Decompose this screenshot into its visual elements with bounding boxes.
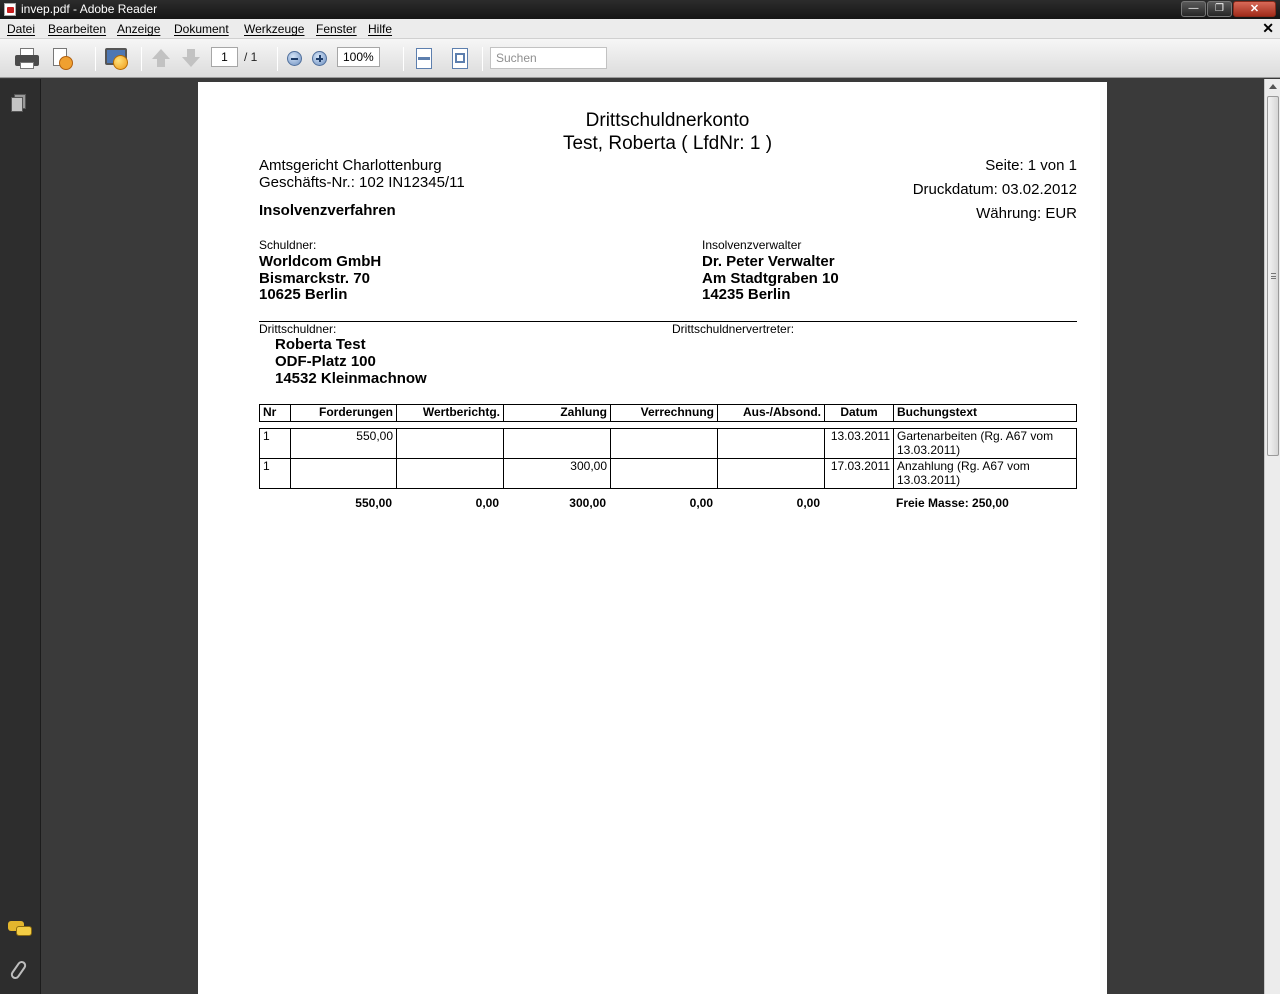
- cell-verrechnung: [611, 429, 718, 459]
- cell-datum: 17.03.2011: [825, 459, 894, 489]
- collaborate-icon[interactable]: [51, 48, 73, 70]
- third-party-rep-label: Drittschuldnervertreter:: [672, 322, 795, 336]
- menu-anzeige[interactable]: Anzeige: [117, 22, 161, 36]
- page-info: Seite: 1 von 1: [985, 157, 1077, 174]
- header-zahlung: Zahlung: [504, 405, 611, 422]
- close-document-icon[interactable]: ✕: [1262, 20, 1274, 36]
- total-aus-absond: 0,00: [796, 496, 820, 510]
- divider-line: [259, 321, 1077, 322]
- debtor-name: Worldcom GmbH: [259, 253, 382, 270]
- account-table: [259, 404, 1077, 489]
- zoom-in-icon[interactable]: [312, 51, 327, 66]
- attachments-icon[interactable]: [10, 960, 28, 982]
- header-verrechnung: Verrechnung: [611, 405, 718, 422]
- window-title: invep.pdf - Adobe Reader: [21, 2, 158, 16]
- zoom-out-icon[interactable]: [287, 51, 302, 66]
- menu-werkzeuge[interactable]: Werkzeuge: [244, 22, 305, 36]
- table-header-row: [260, 405, 1077, 422]
- cell-forderungen: 550,00: [291, 429, 397, 459]
- fit-width-icon[interactable]: [451, 48, 469, 70]
- navigation-panel: [0, 79, 41, 994]
- scroll-up-icon[interactable]: [1269, 84, 1277, 89]
- maximize-button[interactable]: ❐: [1207, 1, 1232, 17]
- header-wertberichtigung: Wertberichtg.: [397, 405, 504, 422]
- cell-nr: 1: [260, 429, 291, 459]
- third-party-debtor-name: Roberta Test: [275, 336, 366, 353]
- total-forderungen: 550,00: [355, 496, 392, 510]
- print-date: Druckdatum: 03.02.2012: [912, 181, 1077, 198]
- zoom-level-input[interactable]: 100%: [337, 47, 380, 67]
- court-name: Amtsgericht Charlottenburg: [259, 157, 442, 174]
- document-title: Drittschuldnerkonto: [585, 110, 750, 131]
- toolbar: [0, 39, 1280, 78]
- comments-icon[interactable]: [8, 921, 32, 937]
- menu-fenster[interactable]: Fenster: [316, 22, 357, 36]
- cell-zahlung: 300,00: [504, 459, 611, 489]
- third-party-debtor-label: Drittschuldner:: [259, 322, 337, 336]
- header-aus-absond: Aus-/Absond.: [718, 405, 825, 422]
- total-zahlung: 300,00: [569, 496, 606, 510]
- header-datum: Datum: [825, 405, 894, 422]
- menu-bar: [0, 19, 1280, 39]
- header-forderungen: Forderungen: [291, 405, 397, 422]
- total-verrechnung: 0,00: [689, 496, 713, 510]
- cell-wertberichtigung: [397, 429, 504, 459]
- table-row: [260, 459, 1077, 489]
- cell-aus-absond: [718, 429, 825, 459]
- table-row: [260, 429, 1077, 459]
- web-share-icon[interactable]: [104, 47, 129, 71]
- third-party-debtor-city: 14532 Kleinmachnow: [275, 370, 427, 387]
- freie-masse: Freie Masse: 250,00: [896, 496, 1009, 510]
- page-total-label: / 1: [244, 50, 258, 64]
- scrollbar-thumb[interactable]: [1267, 96, 1279, 456]
- menu-dokument[interactable]: Dokument: [174, 22, 229, 36]
- vertical-scrollbar[interactable]: [1264, 79, 1280, 994]
- title-bar: [0, 0, 1280, 19]
- close-window-button[interactable]: ✕: [1233, 1, 1276, 17]
- previous-page-icon[interactable]: [151, 49, 171, 69]
- pdf-page: [198, 82, 1107, 994]
- menu-hilfe[interactable]: Hilfe: [368, 22, 393, 36]
- administrator-city: 14235 Berlin: [702, 286, 791, 303]
- debtor-city: 10625 Berlin: [259, 286, 348, 303]
- currency: Währung: EUR: [976, 205, 1077, 222]
- cell-buchungstext: Gartenarbeiten (Rg. A67 vom 13.03.2011): [894, 429, 1077, 459]
- cell-datum: 13.03.2011: [825, 429, 894, 459]
- menu-bearbeiten[interactable]: Bearbeiten: [48, 22, 107, 36]
- cell-wertberichtigung: [397, 459, 504, 489]
- total-wertberichtigung: 0,00: [475, 496, 499, 510]
- cell-nr: 1: [260, 459, 291, 489]
- administrator-street: Am Stadtgraben 10: [702, 270, 839, 287]
- pdf-app-icon: [4, 3, 16, 16]
- header-buchungstext: Buchungstext: [894, 405, 1077, 422]
- document-subtitle: Test, Roberta ( LfdNr: 1 ): [562, 133, 773, 154]
- page-number-input[interactable]: 1: [211, 47, 238, 67]
- pages-panel-icon[interactable]: [11, 94, 27, 112]
- print-icon[interactable]: [15, 48, 39, 69]
- cell-aus-absond: [718, 459, 825, 489]
- menu-datei[interactable]: Datei: [7, 22, 36, 36]
- window-controls: [1180, 1, 1276, 17]
- search-input[interactable]: Suchen: [490, 47, 607, 69]
- administrator-label: Insolvenzverwalter: [702, 238, 802, 252]
- debtor-street: Bismarckstr. 70: [259, 270, 370, 287]
- debtor-label: Schuldner:: [259, 238, 317, 252]
- third-party-debtor-street: ODF-Platz 100: [275, 353, 376, 370]
- document-view[interactable]: [42, 79, 1264, 994]
- procedure-type: Insolvenzverfahren: [259, 202, 396, 219]
- minimize-button[interactable]: —: [1181, 1, 1206, 17]
- cell-forderungen: [291, 459, 397, 489]
- case-number: Geschäfts-Nr.: 102 IN12345/11: [259, 174, 465, 191]
- cell-verrechnung: [611, 459, 718, 489]
- header-nr: Nr: [260, 405, 291, 422]
- fit-one-page-icon[interactable]: [415, 48, 433, 70]
- cell-zahlung: [504, 429, 611, 459]
- administrator-name: Dr. Peter Verwalter: [702, 253, 835, 270]
- cell-buchungstext: Anzahlung (Rg. A67 vom 13.03.2011): [894, 459, 1077, 489]
- next-page-icon[interactable]: [181, 49, 201, 69]
